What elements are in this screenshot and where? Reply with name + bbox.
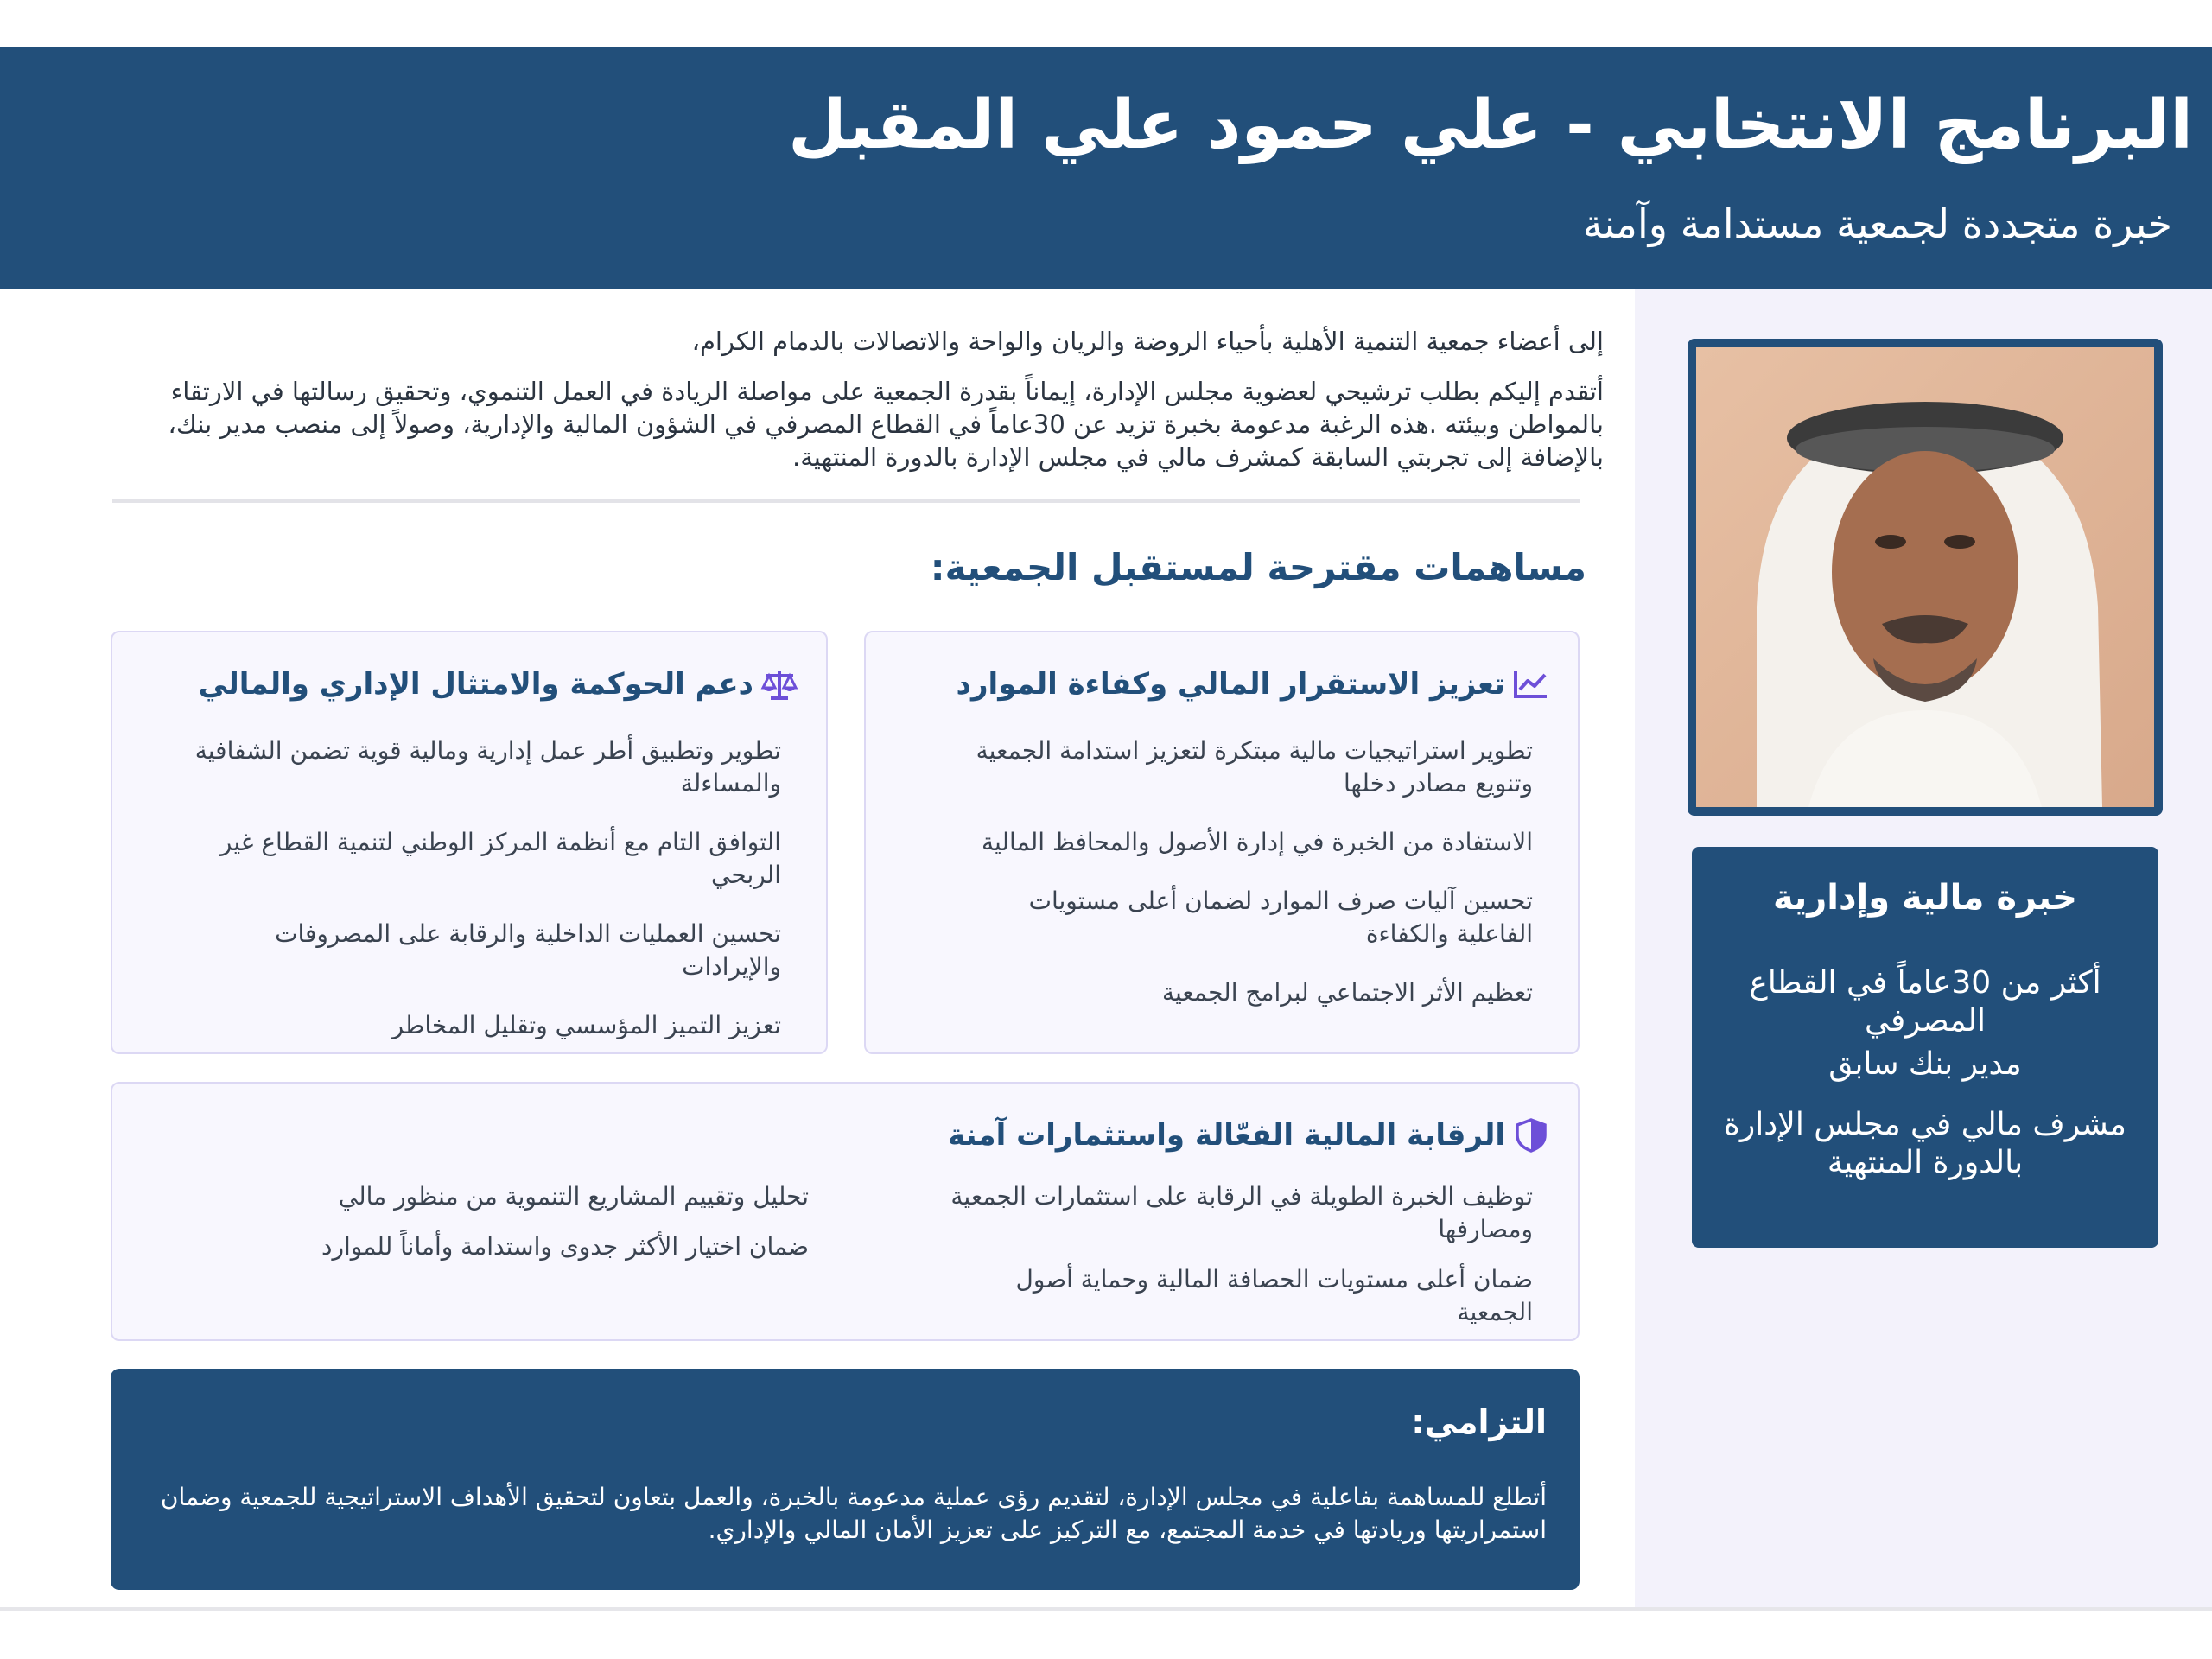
intro-greeting: إلى أعضاء جمعية التنمية الأهلية بأحياء الروضة والريان والواحة والاتصالات بالدمام الكرام، <box>691 327 1604 356</box>
intro-section <box>152 325 1604 474</box>
scale-icon <box>760 667 798 702</box>
shield-icon <box>1512 1118 1550 1153</box>
commitment-text: أتطلع للمساهمة بفاعلية في مجلس الإدارة، لتقديم رؤى عملية مدعومة بالخبرة، والعمل بتعاون لتحقيق الأهداف الاستراتيجية للجمعية وضمان استمراريتها وريادتها في خدمة المجتمع، مع التركيز على تعزيز الأمان المالي والإداري. <box>160 1483 1547 1544</box>
candidate-photo <box>1696 347 2154 807</box>
card-list <box>945 1180 1533 1346</box>
header-banner <box>0 47 2212 289</box>
card-oversight <box>111 1082 1580 1341</box>
divider <box>112 499 1580 503</box>
card-title: دعم الحوكمة والامتثال الإداري والمالي <box>198 667 753 702</box>
card-financial-stability <box>864 631 1580 1054</box>
card-list <box>204 1180 809 1281</box>
page-title: البرنامج الانتخابي - علي حمود علي المقبل <box>788 86 2193 164</box>
commitment-title: التزامي: <box>1411 1403 1547 1441</box>
list-item: تحليل وتقييم المشاريع التنموية من منظور مالي <box>338 1182 809 1211</box>
list-item: تعزيز التميز المؤسسي وتقليل المخاطر <box>391 1011 781 1039</box>
experience-line: أكثر من 30عاماً في القطاع المصرفي <box>1749 965 2101 1039</box>
experience-summary <box>1692 847 2158 1248</box>
list-item: الاستفادة من الخبرة في إدارة الأصول والمحافظ المالية <box>982 828 1533 856</box>
card-title: تعزيز الاستقرار المالي وكفاءة الموارد <box>956 667 1505 702</box>
card-heading <box>957 667 1550 702</box>
list-item: تحسين العمليات الداخلية والرقابة على المصروفات والإيرادات <box>275 919 781 981</box>
list-item: التوافق التام مع أنظمة المركز الوطني لتنمية القطاع غير الربحي <box>219 828 781 889</box>
chart-line-icon <box>1512 667 1550 702</box>
footer-divider <box>0 1607 2212 1611</box>
page-subtitle: خبرة متجددة لجمعية مستدامة وآمنة <box>1582 200 2172 247</box>
card-heading <box>948 1118 1550 1153</box>
candidate-photo-frame <box>1688 339 2163 816</box>
commitment-box <box>111 1369 1580 1590</box>
list-item: ضمان أعلى مستويات الحصافة المالية وحماية أصول الجمعية <box>1015 1265 1533 1326</box>
list-item: تعظيم الأثر الاجتماعي لبرامج الجمعية <box>1161 978 1533 1007</box>
card-title: الرقابة المالية الفعّالة واستثمارات آمنة <box>948 1118 1505 1153</box>
list-item: ضمان اختيار الأكثر جدوى واستدامة وأماناً للموارد <box>321 1232 809 1261</box>
experience-line: مشرف مالي في مجلس الإدارة بالدورة المنتهية <box>1724 1107 2126 1180</box>
card-governance <box>111 631 828 1054</box>
list-item: تطوير استراتيجيات مالية مبتكرة لتعزيز استدامة الجمعية وتنويع مصادر دخلها <box>976 736 1533 798</box>
experience-title: خبرة مالية وإدارية <box>1772 878 2077 918</box>
list-item: توظيف الخبرة الطويلة في الرقابة على استثمارات الجمعية ومصارفها <box>950 1182 1533 1243</box>
list-item: تطوير وتطبيق أطر عمل إدارية ومالية قوية تضمن الشفافية والمساءلة <box>194 736 781 798</box>
intro-body: أتقدم إليكم بطلب ترشيحي لعضوية مجلس الإدارة، إيماناً بقدرة الجمعية على مواصلة الريادة في العمل التنموي، وتحقيق رسالتها في الارتقاء بالمواطن وبيئته .هذه الرغبة مدعومة بخبرة تزيد عن 30عاماً في القطاع المصرفي في الشؤون المالية والإدارية، وصولاً إلى منصب مدير بنك، بالإضافة إلى تجربتي السابقة كمشرف مالي في مجلس الإدارة بالدورة المنتهية. <box>168 377 1604 472</box>
section-title: مساهمات مقترحة لمستقبل الجمعية: <box>930 546 1586 588</box>
card-heading <box>199 667 798 702</box>
card-list <box>945 734 1533 1035</box>
card-list <box>176 734 781 1068</box>
experience-line: مدير بنك سابق <box>1828 1046 2022 1082</box>
list-item: تحسين آليات صرف الموارد لضمان أعلى مستويات الفاعلية والكفاءة <box>1028 887 1533 948</box>
